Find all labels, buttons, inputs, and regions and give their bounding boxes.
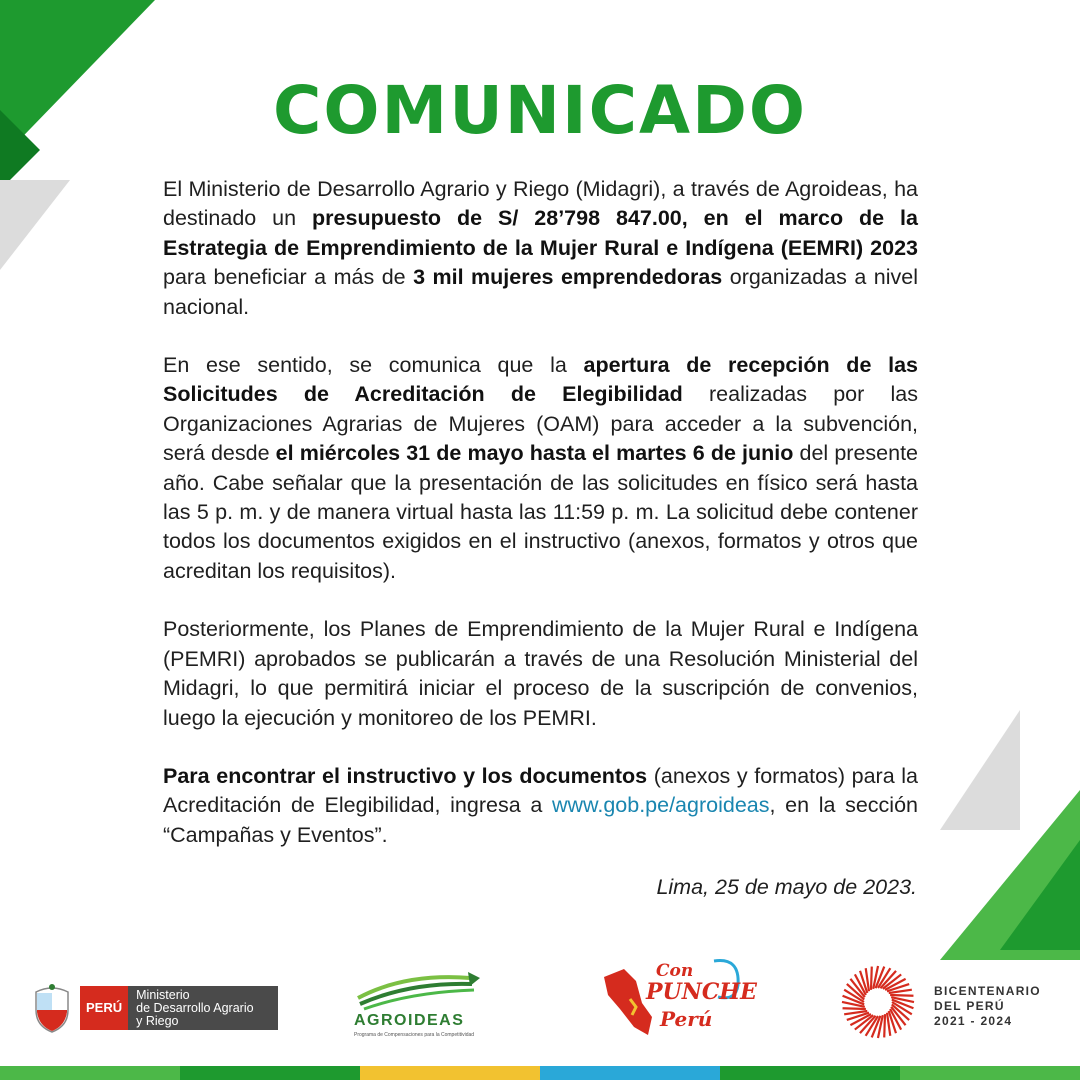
rosette-ray	[843, 1008, 866, 1009]
agroideas-name: AGROIDEAS	[354, 1012, 465, 1029]
top-left-decoration	[0, 0, 170, 300]
signature-date: Lima, 25 de mayo de 2023.	[656, 875, 917, 899]
paragraph-dates: En ese sentido, se comunica que la apertura de recepción de las Solicitudes de Acreditación de Elegibilidad realizadas por las Organizaciones Agrarias de Mujeres (OAM) para acceder a la subvención, será desde el miércoles 31 de mayo hasta el martes 6 de junio del presente año. Cabe señalar que la presentación de las solicitudes en físico será hasta las 5 p. m. y de manera virtual hasta las 11:59 p. m. La solicitud debe contener todos los documentos exigidos en el instructivo (anexos, formatos y otros que acreditan los requisitos).	[163, 353, 918, 583]
paragraph-pemri: Posteriormente, los Planes de Emprendimiento de la Mujer Rural e Indígena (PEMRI) aprobados se publicarán a través de una Resolución Ministerial del Midagri, lo que permitirá iniciar el proceso de la suscripción de convenios, luego la ejecución y monitoreo de los PEMRI.	[163, 617, 918, 730]
agroideas-swoosh-icon	[350, 968, 485, 1012]
paragraph-budget: El Ministerio de Desarrollo Agrario y Riego (Midagri), a través de Agroideas, ha destinado un presupuesto de S/ 28’798 847.00, en el marco de la Estrategia de Emprendimiento de la Mujer Rural e Indígena (EEMRI) 2023 para beneficiar a más de 3 mil mujeres emprendedoras organizadas a nivel nacional.	[163, 177, 918, 319]
bottom-bar-segment	[360, 1066, 540, 1080]
bicentenario-text: BICENTENARIO DEL PERÚ 2021 - 2024	[934, 984, 1041, 1028]
page-title: COMUNICADO	[272, 72, 807, 149]
agroideas-link[interactable]: www.gob.pe/agroideas	[551, 793, 770, 818]
bottom-bar-segment	[540, 1066, 720, 1080]
punche-peru-text: Perú	[660, 1007, 713, 1031]
agroideas-logo	[350, 968, 485, 1040]
bicentenario-rosette-icon	[838, 962, 918, 1042]
bottom-color-bar	[0, 1066, 1080, 1080]
announcement-body	[163, 175, 918, 879]
bottom-bar-segment	[180, 1066, 360, 1080]
bottom-bar-segment	[720, 1066, 900, 1080]
paragraph-instructions: Para encontrar el instructivo y los documentos (anexos y formatos) para la Acreditación de Elegibilidad, ingresa a www.gob.pe/agroideas, en la sección “Campañas y Eventos”.	[163, 763, 919, 847]
punche-con-text: Con	[656, 961, 694, 981]
rosette-ray	[890, 995, 913, 996]
rosette-ray	[884, 1014, 885, 1037]
bottom-bar-segment	[0, 1066, 180, 1080]
bottom-bar-segment	[900, 1066, 1080, 1080]
agroideas-tagline: Programa de Compensaciones para la Competitividad	[354, 1032, 475, 1038]
bicentenario-logo	[838, 962, 1041, 1047]
rosette-ray	[871, 967, 872, 990]
midagri-logo	[30, 982, 278, 1034]
con-punche-peru-logo	[590, 955, 757, 1045]
punche-text: PUNCHE	[646, 979, 757, 1005]
ministry-name: Ministerio de Desarrollo Agrario y Riego	[128, 986, 278, 1030]
peru-label: PERÚ	[80, 986, 128, 1030]
peru-coat-of-arms-icon	[30, 982, 74, 1034]
